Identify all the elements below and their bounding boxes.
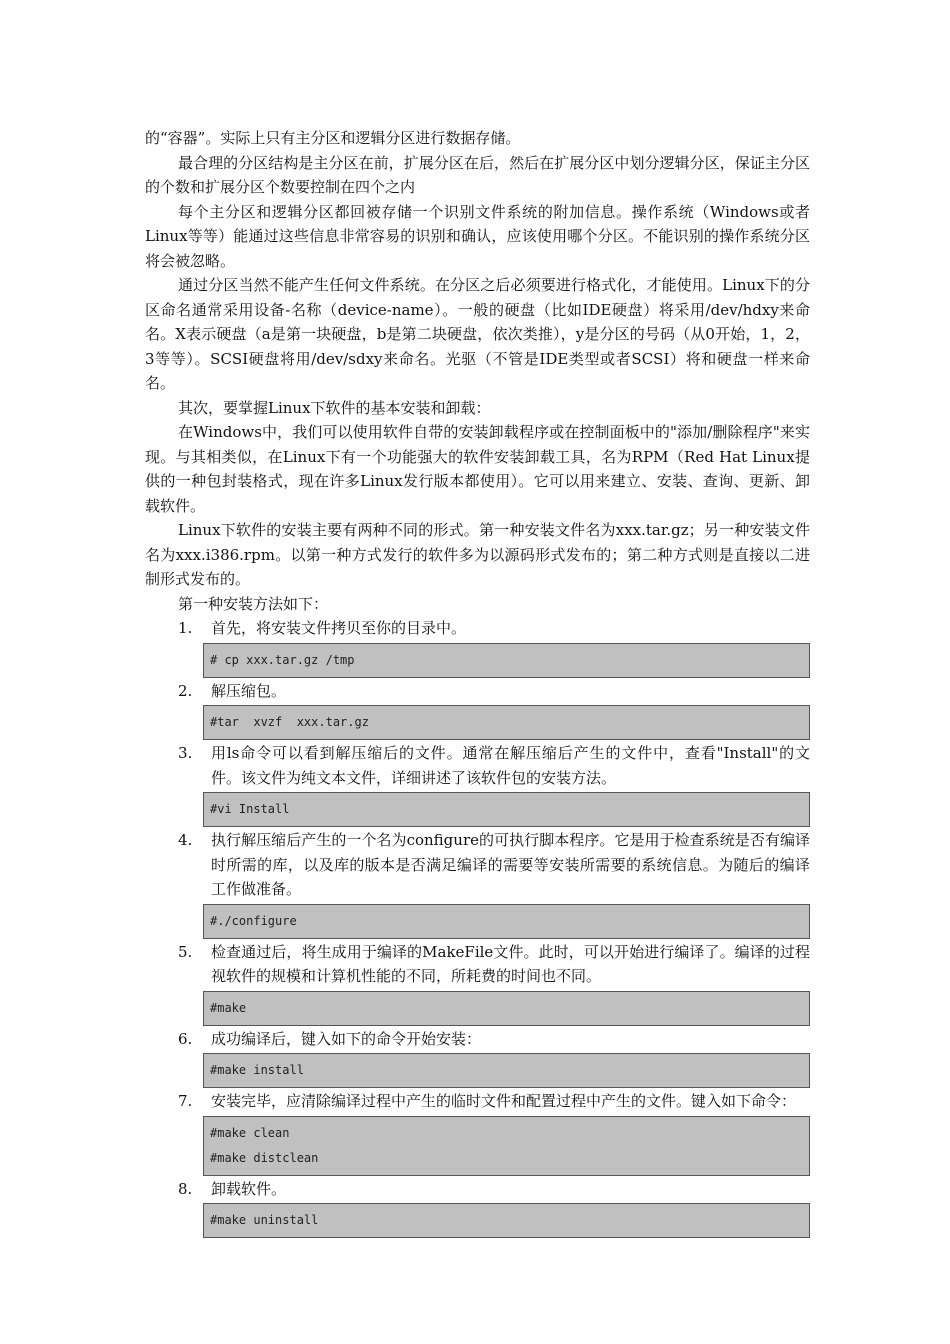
list-number: 1. (178, 619, 193, 637)
list-item (145, 1089, 810, 1114)
code-block (203, 1053, 810, 1088)
code-block (203, 904, 810, 939)
list-item (145, 1177, 810, 1202)
list-number: 3. (178, 744, 193, 762)
code-block (203, 705, 810, 740)
code-line: #make (210, 1000, 247, 1015)
paragraph: 的“容器”。实际上只有主分区和逻辑分区进行数据存储。 (145, 129, 521, 147)
paragraph: 其次，要掌握Linux下软件的基本安装和卸载： (178, 398, 491, 417)
steps-list (145, 616, 810, 1238)
list-item (145, 940, 810, 989)
list-number: 6. (178, 1029, 193, 1048)
code-line: #make install (210, 1063, 304, 1077)
code-block (203, 643, 810, 678)
paragraph: 最合理的分区结构是主分区在前，扩展分区在后，然后在扩展分区中划分逻辑分区，保证主分区的个数和扩展分区个数要控制在四个之内 (145, 153, 810, 196)
paragraph: 每个主分区和逻辑分区都回被存储一个识别文件系统的附加信息。操作系统（Windows或者Linux等等）能通过这些信息非常容易的识别和确认，应该使用哪个分区。不能识别的操作系统分区将会被忽略。 (145, 202, 810, 270)
list-text: 用ls命令可以看到解压缩后的文件。通常在解压缩后产生的文件中，查看"Install"的文件。该文件为纯文本文件，详细讲述了该软件包的安装方法。 (211, 744, 810, 787)
list-text: 检查通过后，将生成用于编译的MakeFile文件。此时，可以开始进行编译了。编译的过程视软件的规模和计算机性能的不同，所耗费的时间也不同。 (211, 942, 810, 985)
code-block (203, 792, 810, 827)
paragraph: Linux下软件的安装主要有两种不同的形式。第一种安装文件名为xxx.tar.gz；另一种安装文件名为xxx.i386.rpm。以第一种方式发行的软件多为以源码形式发布的；第二种方式则是直接以二进制形式发布的。 (145, 521, 810, 588)
list-text: 成功编译后，键入如下的命令开始安装： (211, 1029, 482, 1048)
list-item (145, 828, 810, 902)
code-block (203, 1203, 810, 1238)
code-line: #make distclean (210, 1150, 319, 1165)
list-item (145, 1027, 810, 1052)
list-text: 卸载软件。 (211, 1179, 287, 1198)
paragraph: 第一种安装方法如下： (178, 594, 329, 613)
list-number: 4. (178, 831, 193, 849)
list-number: 2. (178, 681, 193, 700)
code-line: #./configure (210, 913, 297, 928)
paragraph: 在Windows中，我们可以使用软件自带的安装卸载程序或在控制面板中的"添加/删除程序"来实现。与其相类似，在Linux下有一个功能强大的软件安装卸载工具，名为RPM（Red Hat Linux提供的一种包封装格式，现在许多Linux发行版本都使用）。它可以用来建立、安装、查询、更新、卸载软件。 (145, 423, 810, 515)
list-number: 8. (178, 1179, 193, 1198)
list-text: 首先，将安装文件拷贝至你的目录中。 (211, 619, 467, 637)
list-item (145, 679, 810, 704)
code-line: # cp xxx.tar.gz /tmp (210, 652, 355, 667)
code-line: #make uninstall (210, 1213, 319, 1227)
list-text: 安装完毕，应清除编译过程中产生的临时文件和配置过程中产生的文件。键入如下命令： (211, 1092, 797, 1110)
code-block (203, 991, 810, 1026)
document-page (145, 126, 810, 1239)
list-item (145, 616, 810, 641)
code-line: #make clean (210, 1125, 290, 1140)
code-block (203, 1116, 810, 1176)
list-item (145, 741, 810, 790)
list-number: 7. (178, 1092, 193, 1110)
list-number: 5. (178, 942, 193, 961)
list-text: 解压缩包。 (211, 681, 287, 700)
list-text: 执行解压缩后产生的一个名为configure的可执行脚本程序。它是用于检查系统是否有编译时所需的库，以及库的版本是否满足编译的需要等安装所需要的系统信息。为随后的编译工作做准备。 (211, 831, 810, 898)
paragraph: 通过分区当然不能产生任何文件系统。在分区之后必须要进行格式化，才能使用。Linux下的分区命名通常采用设备-名称（device-name）。一般的硬盘（比如IDE硬盘）将采用/dev/hdxy来命名。X表示硬盘（a是第一块硬盘，b是第二块硬盘，依次类推），y是分区的号码（从0开始，1，2，3等等）。SCSI硬盘将用/dev/sdxy来命名。光驱（不管是IDE类型或者SCSI）将和硬盘一样来命名。 (145, 276, 810, 392)
code-line: #tar xvzf xxx.tar.gz (210, 715, 369, 729)
code-line: #vi Install (210, 802, 290, 816)
